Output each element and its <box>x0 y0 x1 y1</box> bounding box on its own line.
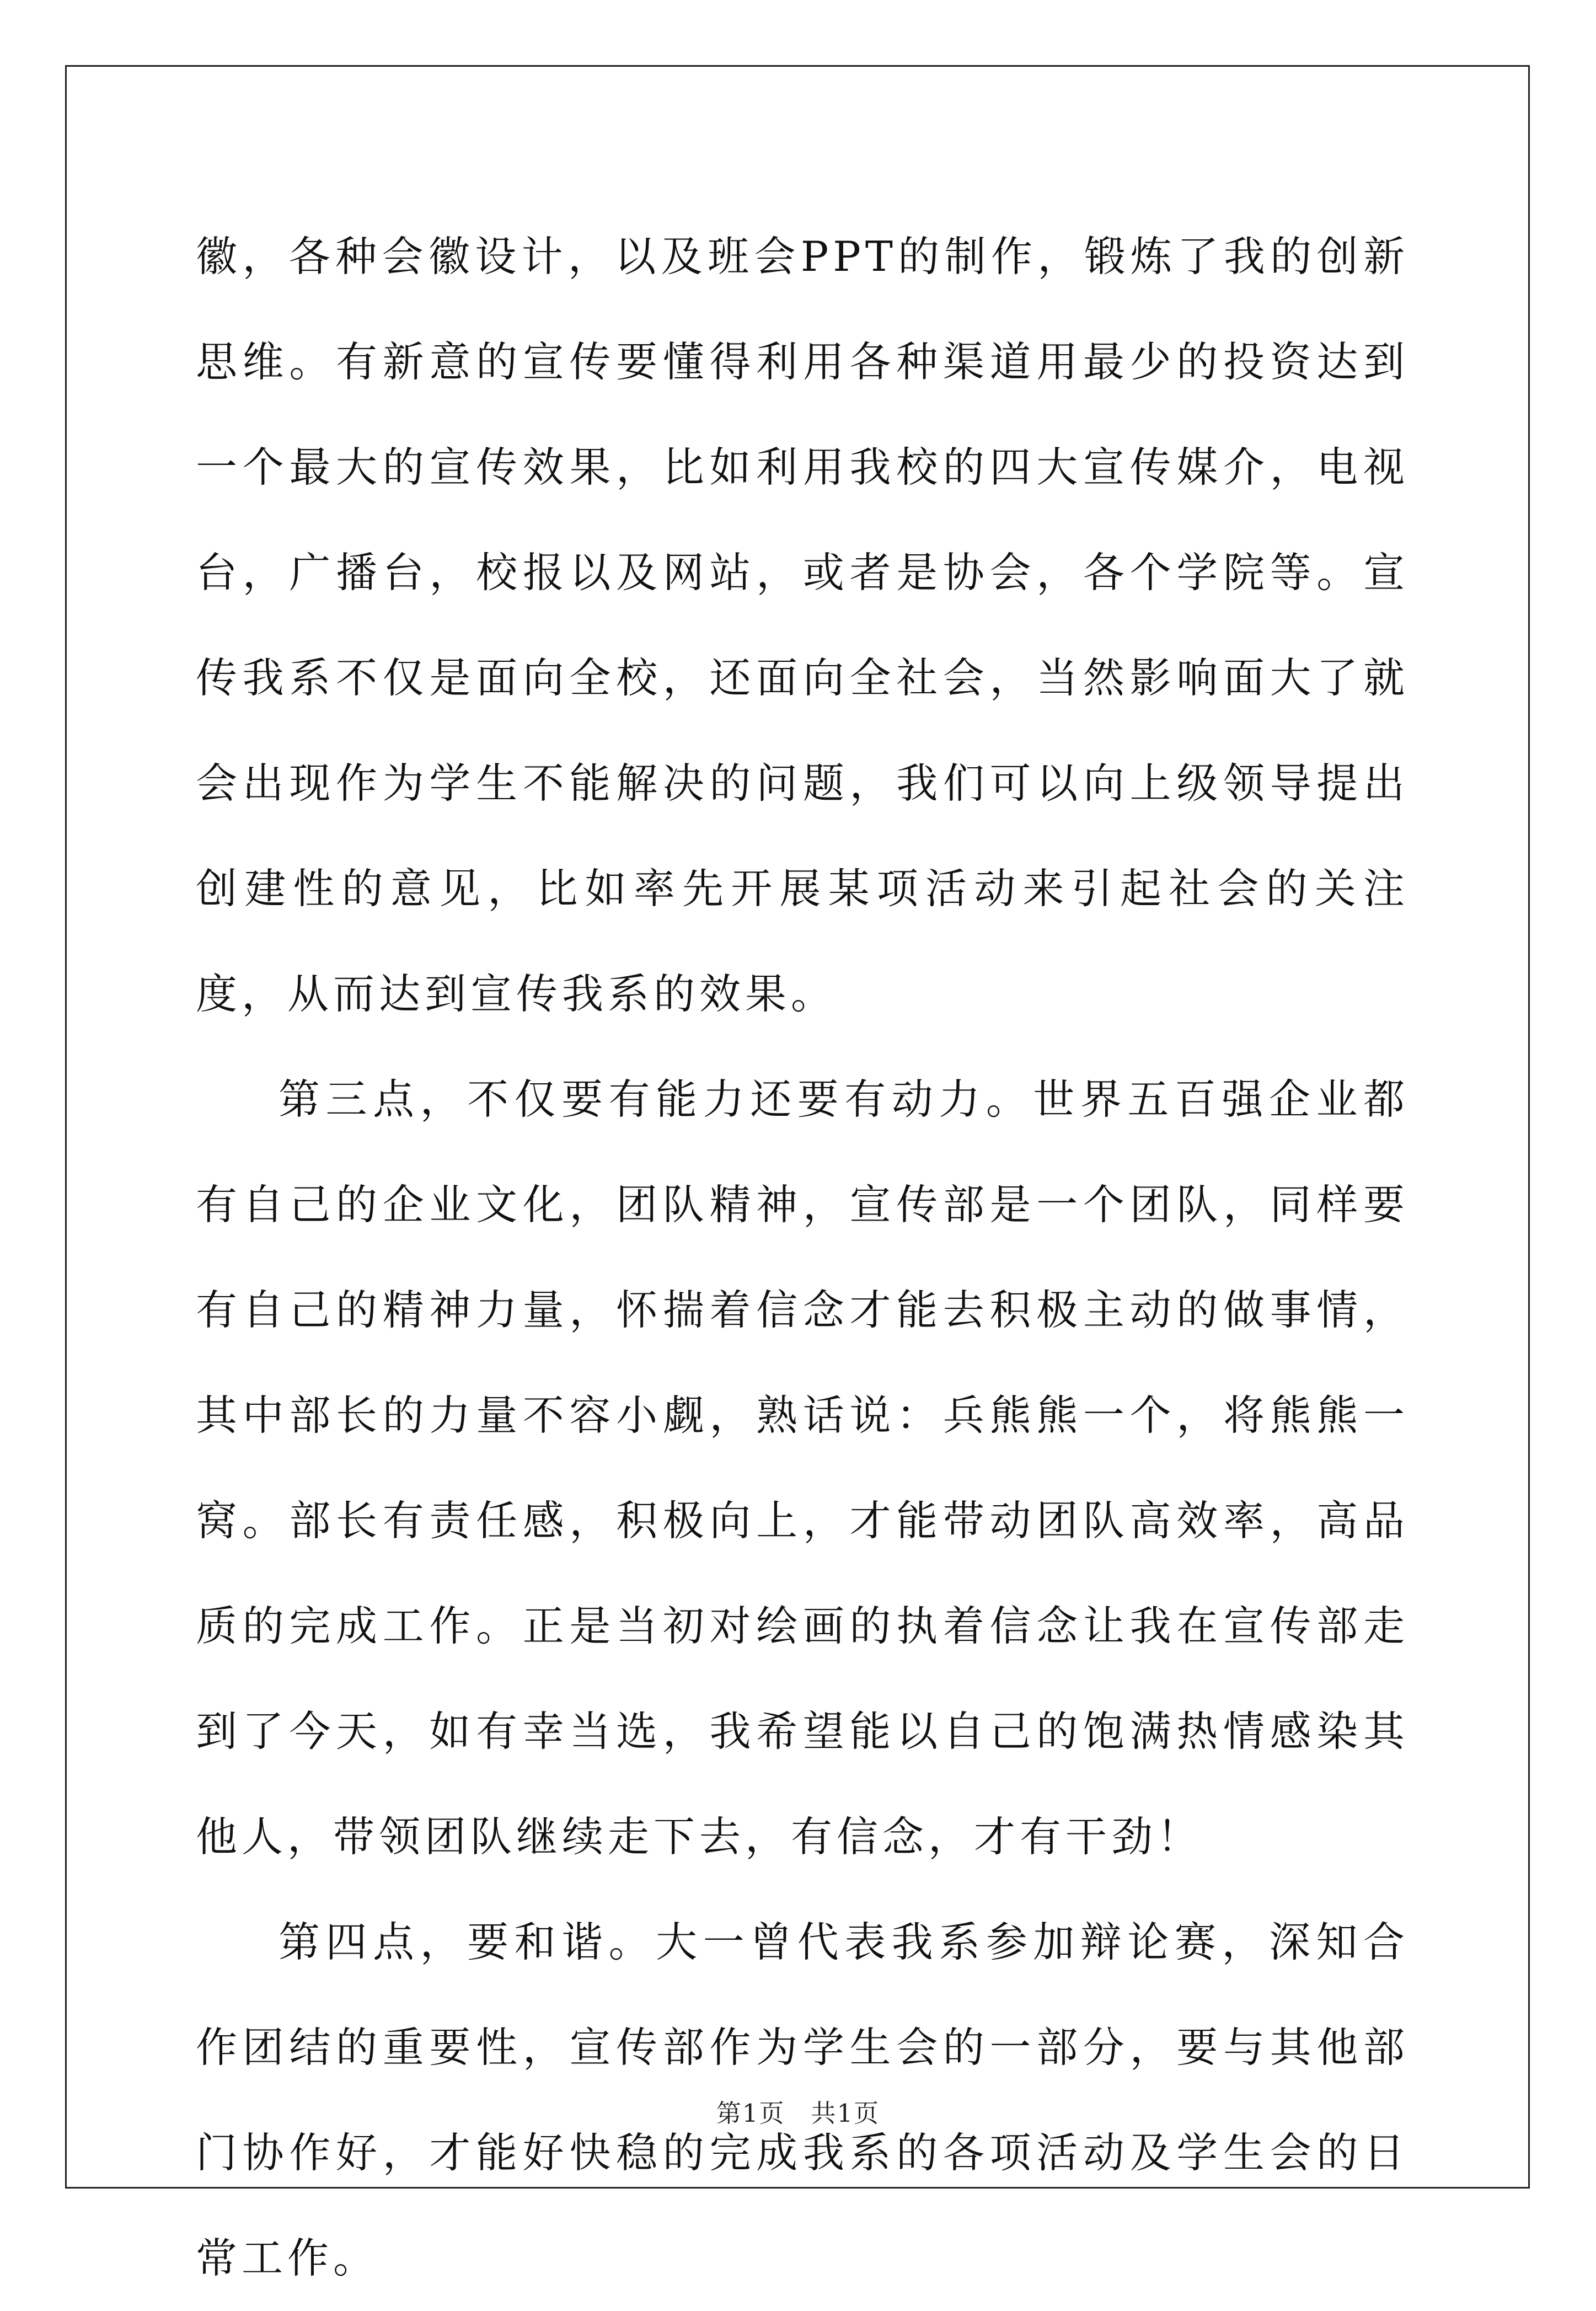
paragraph-2: 第三点，不仅要有能力还要有动力。世界五百强企业都有自己的企业文化，团队精神，宣传部是一个团队，同样要有自己的精神力量，怀揣着信念才能去积极主动的做事情，其中部长的力量不容小觑，熟话说：兵熊熊一个，将熊熊一窝。部长有责任感，积极向上，才能带动团队高效率，高品质的完成工作。正是当初对绘画的执着信念让我在宣传部走到了今天，如有幸当选，我希望能以自己的饱满热情感染其他人，带领团队继续走下去，有信念，才有干劲！ <box>196 1075 1409 1861</box>
document-body <box>196 204 1409 2311</box>
page-footer: 第1页 共1页 <box>716 2099 880 2128</box>
paragraph-1: 徽，各种会徽设计，以及班会PPT的制作，锻炼了我的创新思维。有新意的宣传要懂得利用各种渠道用最少的投资达到一个最大的宣传效果，比如利用我校的四大宣传媒介，电视台，广播台，校报以及网站，或者是协会，各个学院等。宣传我系不仅是面向全校，还面向全社会，当然影响面大了就会出现作为学生不能解决的问题，我们可以向上级领导提出创建性的意见，比如率先开展某项活动来引起社会的关注度，从而达到宣传我系的效果。 <box>196 232 1409 1018</box>
paragraph-3: 第四点，要和谐。大一曾代表我系参加辩论赛，深知合作团结的重要性，宣传部作为学生会的一部分，要与其他部门协作好，才能好快稳的完成我系的各项活动及学生会的日常工作。 <box>196 1918 1409 2282</box>
